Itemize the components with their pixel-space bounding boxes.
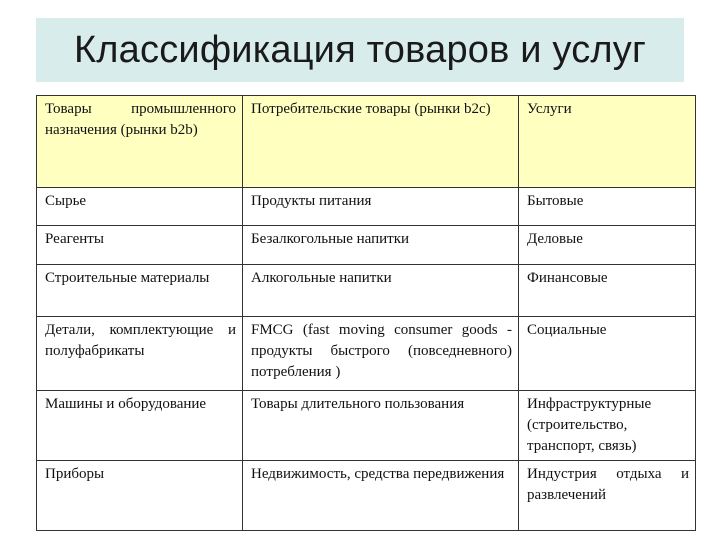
table-row	[37, 265, 696, 317]
slide-title: Классификация товаров и услуг	[73, 28, 647, 71]
table-cell: Недвижимость, средства передвижения	[243, 461, 519, 531]
table-cell: Машины и оборудование	[37, 391, 243, 461]
table-cell: Сырье	[37, 188, 243, 226]
table-cell: Деловые	[519, 226, 696, 265]
header-b2c: Потребительские товары (рынки b2c)	[243, 96, 519, 188]
table-row	[37, 226, 696, 265]
header-b2b: Товары промышленного назначения (рынки b2b)	[37, 96, 243, 188]
table-cell: Социальные	[519, 317, 696, 391]
table-row	[37, 391, 696, 461]
table-cell: Безалкогольные напитки	[243, 226, 519, 265]
table-cell: Строительные материалы	[37, 265, 243, 317]
table-cell: Приборы	[37, 461, 243, 531]
table-cell: FMCG (fast moving consumer goods - продукты быстрого (повседневного) потребления )	[243, 317, 519, 391]
header-services: Услуги	[519, 96, 696, 188]
table-cell: Индустрия отдыха и развлечений	[519, 461, 696, 531]
title-bar	[36, 18, 684, 82]
table-header-row	[37, 96, 696, 188]
table-cell: Бытовые	[519, 188, 696, 226]
classification-table	[36, 95, 696, 531]
table-cell: Продукты питания	[243, 188, 519, 226]
table-row	[37, 188, 696, 226]
table-cell: Реагенты	[37, 226, 243, 265]
table-cell: Детали, комплектующие и полуфабрикаты	[37, 317, 243, 391]
table-row	[37, 461, 696, 531]
table-row	[37, 317, 696, 391]
table-cell: Алкогольные напитки	[243, 265, 519, 317]
table-cell: Товары длительного пользования	[243, 391, 519, 461]
table-cell: Инфраструктурные (строительство, транспорт, связь)	[519, 391, 696, 461]
table-cell: Финансовые	[519, 265, 696, 317]
